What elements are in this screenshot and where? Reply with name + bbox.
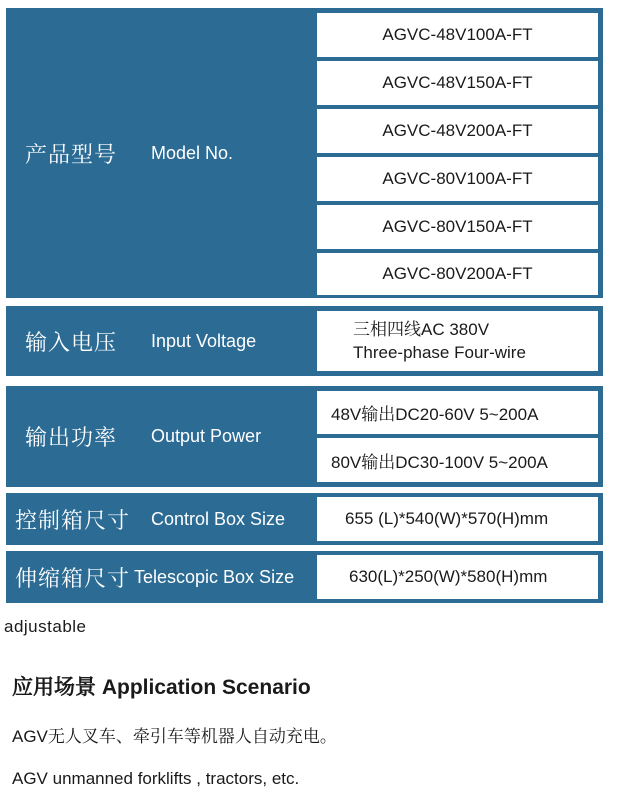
model-value: AGVC-80V150A-FT [317,205,598,249]
model-value: AGVC-80V200A-FT [317,253,598,295]
model-value: AGVC-48V100A-FT [317,13,598,57]
output-power-section [6,386,603,487]
output-power-value: 80V输出DC30-100V 5~200A [317,438,598,482]
input-voltage-label-cn: 输入电压 [25,329,118,355]
output-power-label-en: Output Power [151,426,262,446]
model-value: AGVC-80V100A-FT [317,157,598,201]
model-label-cn: 产品型号 [25,141,118,167]
control-box-label-en: Control Box Size [151,508,286,529]
input-voltage-label-en: Input Voltage [151,330,257,351]
output-power-label-cn: 输出功率 [25,425,118,450]
telescopic-box-label-en: Telescopic Box Size [134,566,295,587]
input-voltage-section [6,306,603,376]
input-voltage-line2: Three-phase Four-wire [353,343,526,362]
model-value: AGVC-48V150A-FT [317,61,598,105]
application-desc-cn: AGV无人叉车、牵引车等机器人自动充电。 [12,727,337,746]
control-box-value: 655 (L)*540(W)*570(H)mm [317,497,598,541]
telescopic-box-section [6,551,603,603]
model-section [6,8,603,298]
telescopic-box-label-cn: 伸缩箱尺寸 [15,565,131,591]
telescopic-box-value: 630(L)*250(W)*580(H)mm [317,555,598,599]
adjustable-note: adjustable [4,617,87,636]
application-desc-en: AGV unmanned forklifts , tractors, etc. [12,769,300,788]
input-voltage-line1: 三相四线AC 380V [353,320,490,339]
control-box-label-cn: 控制箱尺寸 [15,507,131,533]
model-value: AGVC-48V200A-FT [317,109,598,153]
application-heading: 应用场景 Application Scenario [12,676,311,699]
input-voltage-value [317,311,598,371]
control-box-section [6,493,603,545]
output-power-value: 48V输出DC20-60V 5~200A [317,391,598,434]
model-label-en: Model No. [151,142,234,163]
